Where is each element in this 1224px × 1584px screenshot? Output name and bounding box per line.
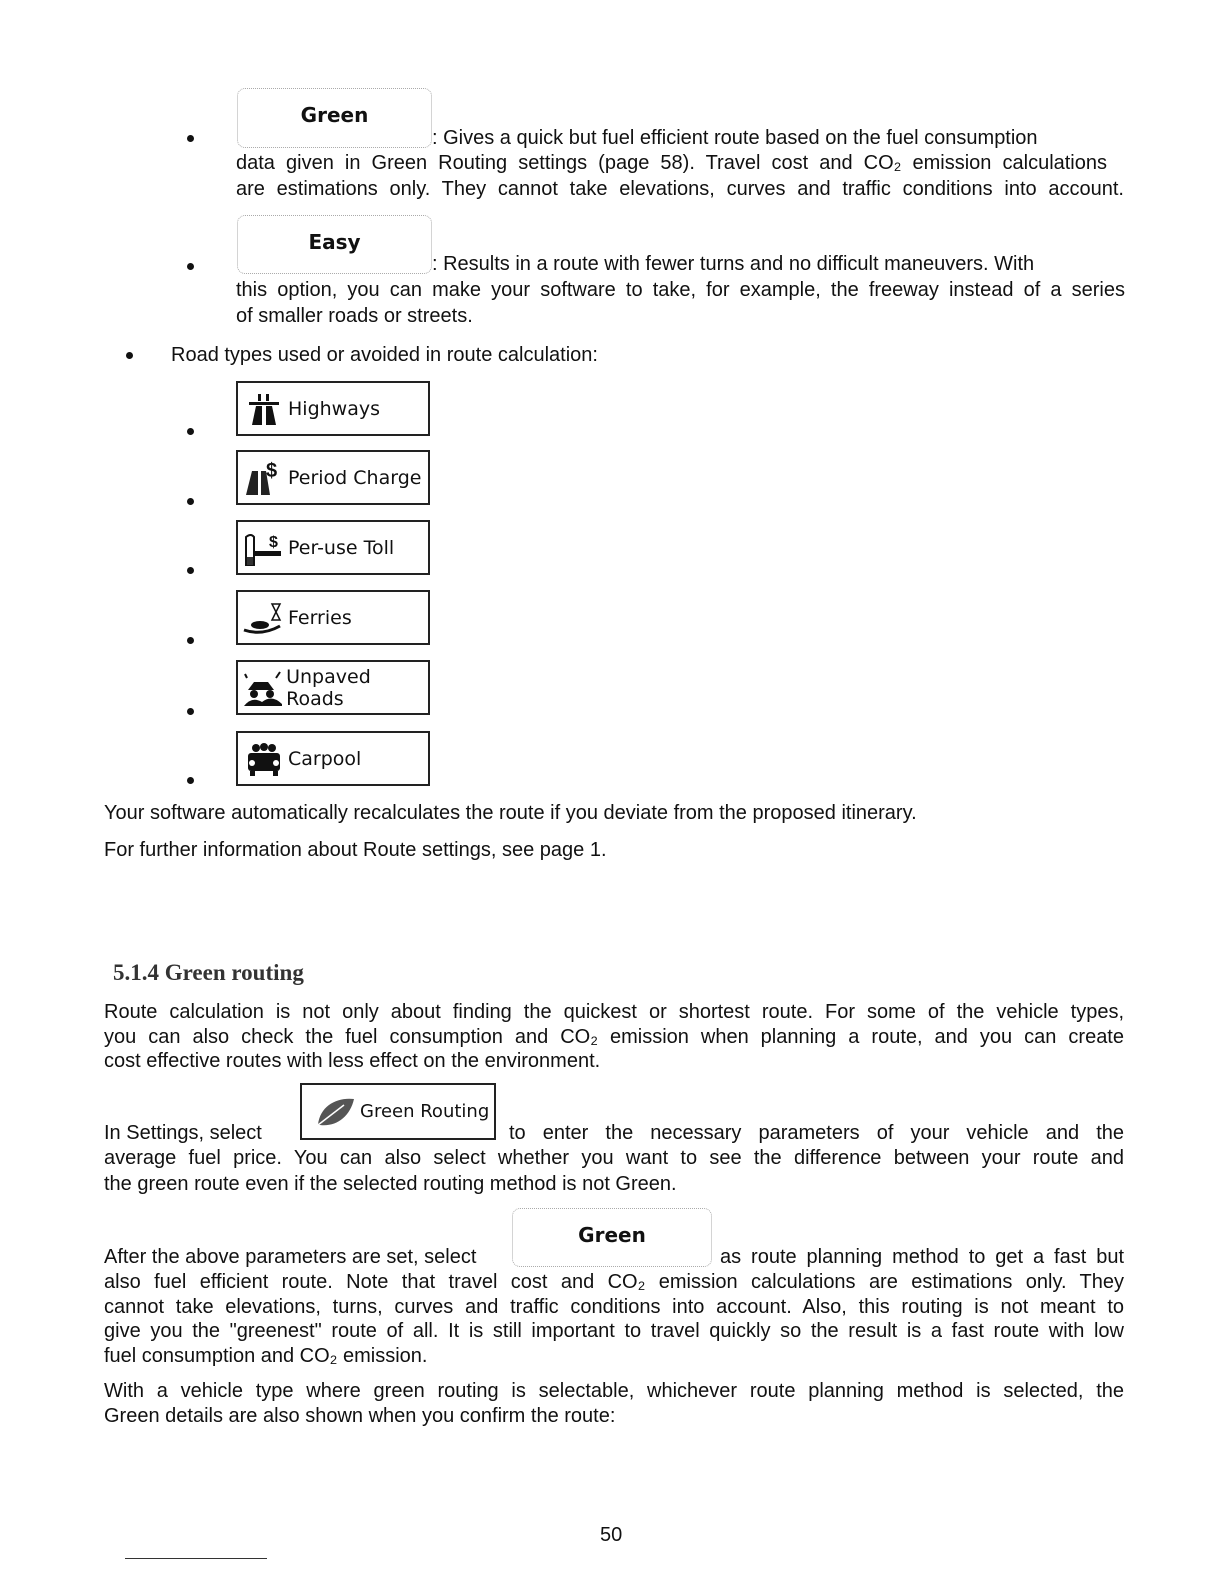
unpaved-road-icon bbox=[242, 668, 284, 708]
text-line: the green route even if the selected routing method is not Green. bbox=[104, 1173, 677, 1195]
road-type-label: Highways bbox=[288, 397, 380, 420]
ferry-icon bbox=[242, 598, 286, 638]
bullet bbox=[187, 708, 194, 715]
road-type-label: Carpool bbox=[288, 747, 362, 770]
text-line: to enter the necessary parameters of your vehicle and the bbox=[509, 1122, 1124, 1144]
bullet bbox=[187, 428, 194, 435]
svg-text:$: $ bbox=[269, 533, 278, 551]
period-charge-icon bbox=[242, 458, 286, 498]
text-line: as route planning method to get a fast but bbox=[720, 1246, 1124, 1268]
text-line: cost effective routes with less effect on the environment. bbox=[104, 1050, 601, 1072]
button-label: Green bbox=[300, 103, 369, 127]
bullet bbox=[187, 498, 194, 505]
text-line: average fuel price. You can also select whether you want to see the difference between your route and bbox=[104, 1147, 1124, 1169]
bullet bbox=[187, 567, 194, 574]
text-line: are estimations only. They cannot take elevations, curves and traffic conditions into account. bbox=[236, 178, 1124, 200]
road-type-ferries[interactable] bbox=[236, 590, 430, 645]
page-number: 50 bbox=[600, 1524, 623, 1546]
text-line: of smaller roads or streets. bbox=[236, 305, 473, 327]
text-line: In Settings, select bbox=[104, 1122, 262, 1144]
further-info-text: For further information about Route settings, see page 1. bbox=[104, 839, 607, 861]
button-label: Green Routing bbox=[360, 1101, 490, 1122]
green-method-button[interactable] bbox=[237, 88, 432, 148]
text-line: fuel consumption and CO₂ emission. bbox=[104, 1345, 428, 1367]
footnote-divider bbox=[125, 1558, 267, 1559]
text-line: this option, you can make your software to take, for example, the freeway instead of a series bbox=[236, 279, 1125, 301]
road-type-highways[interactable] bbox=[236, 381, 430, 436]
leaf-icon bbox=[314, 1095, 356, 1129]
road-type-label: Ferries bbox=[288, 606, 352, 629]
road-types-intro: Road types used or avoided in route calculation: bbox=[171, 344, 598, 366]
text-line: Route calculation is not only about finding the quickest or shortest route. For some of the vehicle types, bbox=[104, 1001, 1124, 1023]
text-line: data given in Green Routing settings (page 58). Travel cost and CO₂ emission calculations bbox=[236, 152, 1107, 174]
easy-method-button[interactable] bbox=[237, 215, 432, 274]
bullet bbox=[126, 352, 133, 359]
text-line: also fuel efficient route. Note that travel cost and CO₂ emission calculations are estimations only. They bbox=[104, 1271, 1124, 1293]
highway-icon bbox=[242, 389, 286, 429]
text-line: Green details are also shown when you confirm the route: bbox=[104, 1405, 616, 1427]
text-line: cannot take elevations, turns, curves and traffic conditions into account. Also, this routing is not meant to bbox=[104, 1296, 1124, 1318]
text-line: you can also check the fuel consumption and CO₂ emission when planning a route, and you can create bbox=[104, 1026, 1124, 1048]
bullet bbox=[187, 637, 194, 644]
recalc-text: Your software automatically recalculates the route if you deviate from the proposed itinerary. bbox=[104, 802, 917, 824]
text-line: After the above parameters are set, select bbox=[104, 1246, 477, 1268]
svg-text:$: $ bbox=[266, 459, 278, 482]
text-line: give you the "greenest" route of all. It is still important to travel quickly so the result is a fast route with low bbox=[104, 1320, 1124, 1342]
toll-icon bbox=[242, 528, 286, 568]
road-type-label: Period Charge bbox=[288, 466, 422, 489]
section-heading: 5.1.4 Green routing bbox=[113, 960, 304, 985]
text-line: With a vehicle type where green routing is selectable, whichever route planning method is selected, the bbox=[104, 1380, 1124, 1402]
button-label: Green bbox=[578, 1223, 646, 1247]
button-label: Easy bbox=[308, 230, 361, 254]
bullet bbox=[187, 263, 194, 270]
carpool-icon bbox=[242, 739, 286, 779]
green-method-button[interactable] bbox=[512, 1208, 712, 1267]
bullet bbox=[187, 135, 194, 142]
road-type-period-charge[interactable] bbox=[236, 450, 430, 505]
green-routing-button[interactable] bbox=[300, 1083, 496, 1140]
road-type-per-use-toll[interactable] bbox=[236, 520, 430, 575]
text-line: : Results in a route with fewer turns and no difficult maneuvers. With bbox=[432, 253, 1035, 275]
bullet bbox=[187, 777, 194, 784]
road-type-carpool[interactable] bbox=[236, 731, 430, 786]
road-type-label: Unpaved Roads bbox=[286, 665, 371, 710]
text-line: : Gives a quick but fuel efficient route based on the fuel consumption bbox=[432, 127, 1038, 149]
road-type-unpaved-roads[interactable] bbox=[236, 660, 430, 715]
road-type-label: Per-use Toll bbox=[288, 536, 395, 559]
